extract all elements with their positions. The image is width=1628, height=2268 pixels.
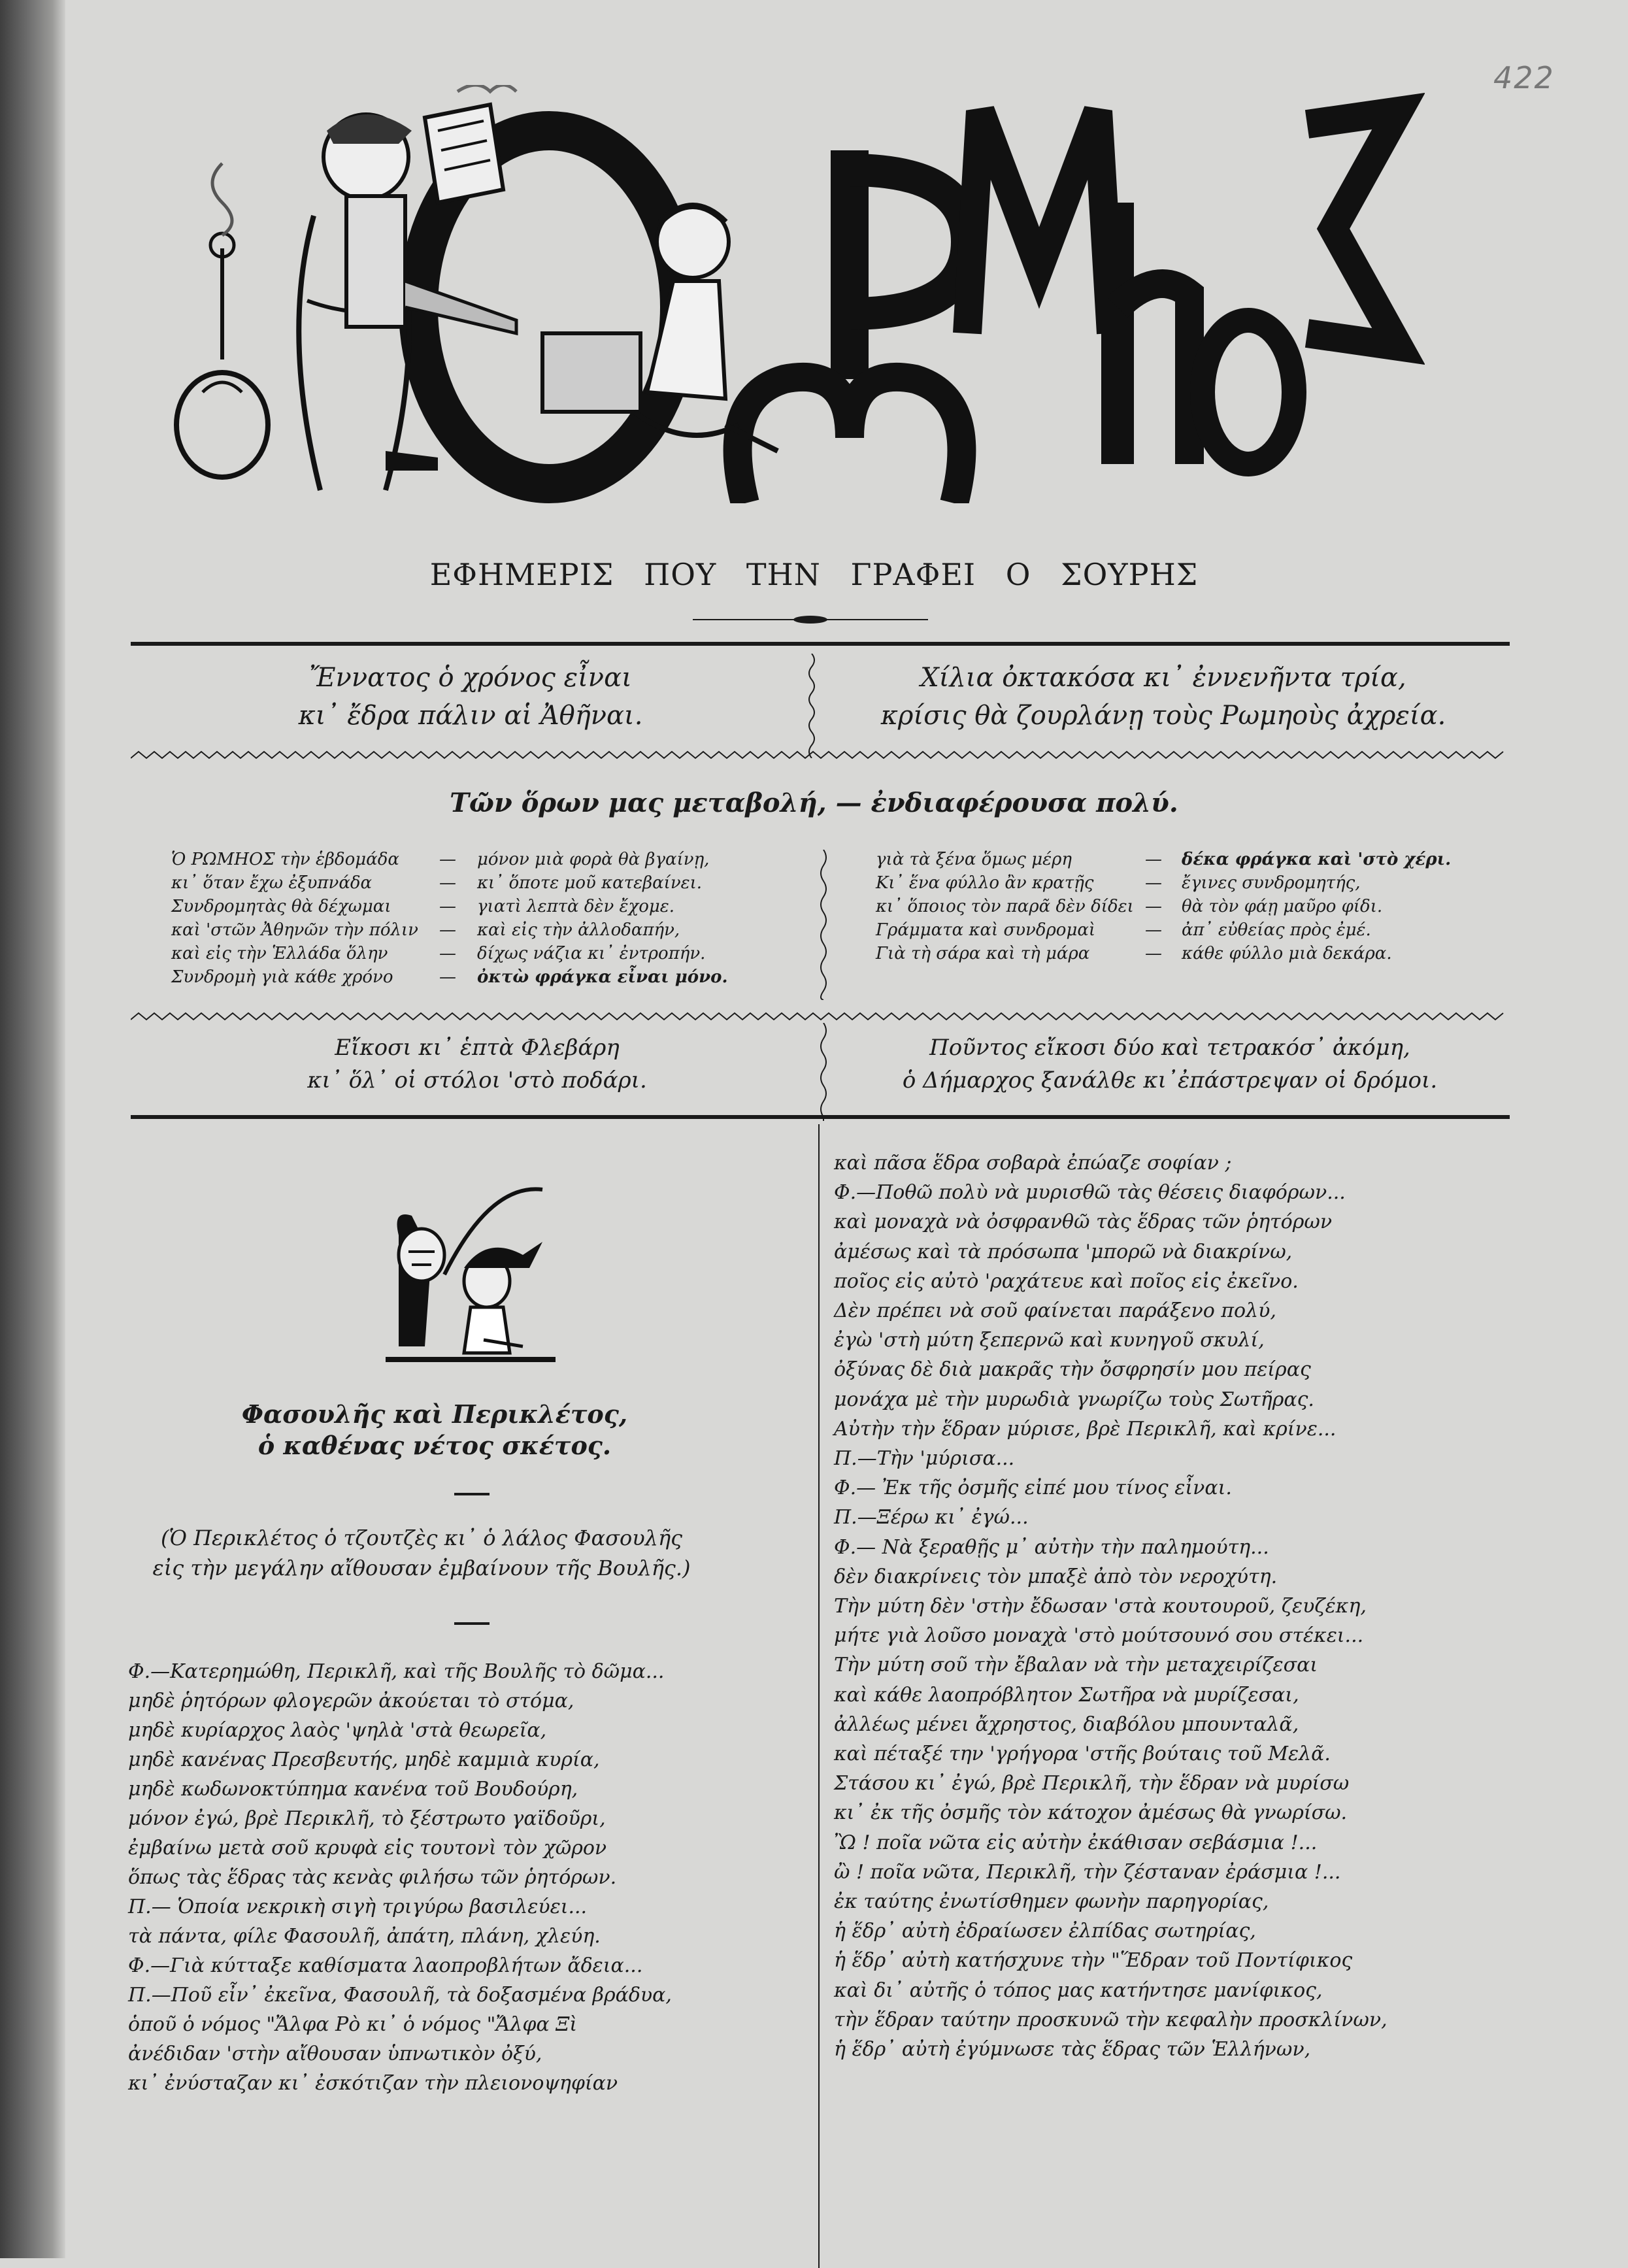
article-title-line: Φασουλῆς καὶ Περικλέτος, bbox=[241, 1399, 628, 1429]
article-title-line: ὁ καθένας νέτος σκέτος. bbox=[257, 1431, 612, 1460]
verse-line: ἡ ἕδρ᾽ αὐτὴ κατήσχυνε τὴν "Ἕδραν τοῦ Ποντίφικος bbox=[834, 1949, 1353, 1973]
terms-row-left-text: Γράμματα καὶ συνδρομαὶ bbox=[876, 920, 1096, 940]
intro-line: εἰς τὴν μεγάλην αἴθουσαν ἐμβαίνουν τῆς Βουλῆς.) bbox=[152, 1556, 691, 1580]
verse-line: ἀμέσως καὶ τὰ πρόσωπα 'μπορῶ νὰ διακρίνω, bbox=[834, 1240, 1293, 1263]
terms-row-right-text: μόνον μιὰ φορὰ θὰ βγαίνῃ, bbox=[477, 850, 710, 869]
verse-line: μηδὲ ῥητόρων φλογερῶν ἀκούεται τὸ στόμα, bbox=[128, 1690, 574, 1712]
article-intro bbox=[127, 1523, 716, 1583]
verse-line: Αὐτὴν τὴν ἕδραν μύρισε, βρὲ Περικλῆ, καὶ κρίνε... bbox=[834, 1417, 1337, 1441]
verse-line: Φ.— Ἐκ τῆς ὀσμῆς εἰπέ μου τίνος εἶναι. bbox=[834, 1476, 1232, 1500]
terms-row-left-text: Γιὰ τὴ σάρα καὶ τὴ μάρα bbox=[876, 944, 1090, 963]
verse-line: Π.— Ὁποία νεκρικὴ σιγὴ τριγύρω βασιλεύει... bbox=[128, 1895, 588, 1918]
verse-line: μόνον ἐγώ, βρὲ Περικλῆ, τὸ ξέστρωτο γαϊδοῦρι, bbox=[128, 1807, 606, 1830]
zigzag-rule bbox=[131, 750, 1510, 759]
terms-row-left-text: καὶ 'στῶν Ἀθηνῶν τὴν πόλιν bbox=[171, 920, 418, 940]
verse-line: Τὴν μύτη δὲν 'στὴν ἔδωσαν 'στὰ κουτουροῦ, ζευζέκη, bbox=[834, 1595, 1367, 1618]
terms-row-dash: — bbox=[439, 873, 456, 893]
terms-row-dash: — bbox=[439, 920, 456, 940]
couplet-line: Χίλια ὀκτακόσα κι᾽ ἐννενῆντα τρία, bbox=[920, 663, 1406, 693]
verse-line: καὶ δι᾽ αὐτῆς ὁ τόπος μας κατήντησε μανίφικος, bbox=[834, 1978, 1323, 2002]
verse-line: τὴν ἕδραν ταύτην προσκυνῶ τὴν κεφαλὴν προσκλίνων, bbox=[834, 2008, 1387, 2031]
verse-line: ὁποῦ ὁ νόμος "Ἄλφα Ρὸ κι᾽ ὁ νόμος "Ἄλφα Ξὶ bbox=[128, 2013, 578, 2036]
couplet-line: κρίσις θὰ ζουρλάνῃ τοὺς Ρωμηοὺς ἀχρεία. bbox=[880, 701, 1446, 731]
terms-row-dash: — bbox=[439, 850, 456, 869]
couplet-line: Ἔννατος ὁ χρόνος εἶναι bbox=[309, 663, 632, 693]
verse-line: καὶ πᾶσα ἕδρα σοβαρὰ ἐπώαζε σοφίαν ; bbox=[834, 1152, 1232, 1175]
intro-line: (Ὁ Περικλέτος ὁ τζουτζὲς κι᾽ ὁ λάλος Φασουλῆς bbox=[160, 1526, 683, 1550]
terms-row-right-text: ἀπ᾽ εὐθείας πρὸς ἐμέ. bbox=[1182, 920, 1371, 940]
fleuron-ornament bbox=[680, 613, 941, 626]
verse-line: μήτε γιὰ λοῦσο μοναχὰ 'στὸ μούτσουνό σου στέκει... bbox=[834, 1624, 1364, 1648]
rule-article-top bbox=[131, 1115, 1510, 1119]
terms-row-right-text: δίχως νάζια κι᾽ ἐντροπήν. bbox=[477, 944, 706, 963]
verse-line: Φ.—Γιὰ κύτταξε καθίσματα λαοπροβλήτων ἄδεια... bbox=[128, 1954, 643, 1977]
verse-line: ἀνέδιδαν 'στὴν αἴθουσαν ὑπνωτικὸν ὀξύ, bbox=[128, 2043, 542, 2065]
verse-line: δὲν διακρίνεις τὸν μπαξὲ ἀπὸ τὸν νεροχύτη. bbox=[834, 1565, 1278, 1588]
terms-heading: Τῶν ὅρων μας μεταβολή, — ἐνδιαφέρουσα πολύ. bbox=[450, 788, 1178, 818]
terms-row-left-text: Συνδρομητὰς θὰ δέχωμαι bbox=[171, 897, 391, 916]
couplet-line: κι᾽ ὅλ᾽ οἱ στόλοι 'στὸ ποδάρι. bbox=[307, 1067, 647, 1093]
verse-line: ἡ ἕδρ᾽ αὐτὴ ἐδραίωσεν ἐλπίδας σωτηρίας, bbox=[834, 1920, 1256, 1943]
terms-row-right-text: θὰ τὸν φάῃ μαῦρο φίδι. bbox=[1182, 897, 1383, 916]
verse-line: Π.—Ξέρω κι᾽ ἐγώ... bbox=[834, 1506, 1029, 1529]
terms-row-dash: — bbox=[1145, 873, 1162, 893]
separator-dash bbox=[454, 1493, 490, 1495]
verse-line: κι᾽ ἐκ τῆς ὀσμῆς τὸν κάτοχον ἀμέσως θὰ γνωρίσω. bbox=[834, 1801, 1348, 1825]
article-title bbox=[150, 1399, 719, 1461]
couplet-left bbox=[144, 659, 797, 735]
page-number: 422 bbox=[1493, 60, 1555, 95]
terms-row-left-text: Συνδρομὴ γιὰ κάθε χρόνο bbox=[171, 967, 393, 987]
verse-line: Π.—Ποῦ εἶν᾽ ἐκεῖνα, Φασουλῆ, τὰ δοξασμένα βράδυα, bbox=[128, 1984, 672, 2007]
terms-row-left-text: κι᾽ ὅταν ἔχω ἐξυπνάδα bbox=[171, 873, 373, 893]
rule-top bbox=[131, 642, 1510, 646]
terms-row-left-text: Κι᾽ ἕνα φύλλο ἂν κρατῇς bbox=[876, 873, 1094, 893]
terms-row-left-text: κι᾽ ὅποιος τὸν παρᾶ δὲν δίδει bbox=[876, 897, 1134, 916]
terms-row-right-text: κάθε φύλλο μιὰ δεκάρα. bbox=[1182, 944, 1392, 963]
verse-line: τὰ πάντα, φίλε Φασουλῆ, ἀπάτη, πλάνη, χλεύη. bbox=[128, 1925, 601, 1948]
verse-line: μηδὲ κυρίαρχος λαὸς 'ψηλὰ 'στὰ θεωρεῖα, bbox=[128, 1719, 547, 1742]
verse-line: ἐγὼ 'στὴ μύτη ξεπερνῶ καὶ κυνηγοῦ σκυλί, bbox=[834, 1329, 1265, 1352]
verse-line: καὶ πέταξέ την 'γρήγορα 'στῆς βούταις τοῦ Μελᾶ. bbox=[834, 1743, 1331, 1765]
verse-line: καὶ κάθε λαοπρόβλητον Σωτῆρα νὰ μυρίζεσαι, bbox=[834, 1683, 1299, 1707]
couplet-line: Εἴκοσι κι᾽ ἑπτὰ Φλεβάρη bbox=[335, 1035, 620, 1061]
terms-row-right-text: ἔγινες συνδρομητής, bbox=[1182, 873, 1361, 893]
verse-line: μηδὲ κωδωνοκτύπημα κανένα τοῦ Βουδούρη, bbox=[128, 1778, 578, 1801]
verse-line: Δὲν πρέπει νὰ σοῦ φαίνεται παράξενο πολύ, bbox=[834, 1299, 1276, 1322]
verse-line: ὢ ! ποῖα νῶτα, Περικλῆ, τὴν ζέσταναν ἐράσμια !... bbox=[834, 1860, 1341, 1884]
date-couplet-left bbox=[131, 1031, 823, 1097]
couplet-line: κι᾽ ἔδρα πάλιν αἱ Ἀθῆναι. bbox=[298, 701, 643, 731]
verse-line: ἐκ ταύτης ἐνωτίσθημεν φωνὴν παρηγορίας, bbox=[834, 1890, 1269, 1913]
verse-line: ὀξύνας δὲ διὰ μακρᾶς τὴν ὄσφρησίν μου πείρας bbox=[834, 1358, 1311, 1382]
terms-row-left-text: Ὁ ΡΩΜΗΟΣ τὴν ἑβδομάδα bbox=[171, 850, 399, 869]
verse-line: ὅπως τὰς ἕδρας τὰς κενὰς φιλήσω τῶν ῥητόρων. bbox=[128, 1866, 617, 1889]
terms-row-dash: — bbox=[439, 944, 456, 963]
terms-row-right-text: δέκα φράγκα καὶ 'στὸ χέρι. bbox=[1182, 850, 1452, 869]
terms-row-right-text: ὀκτὼ φράγκα εἶναι μόνο. bbox=[477, 967, 728, 987]
verse-line: μηδὲ κανένας Πρεσβευτής, μηδὲ καμμιὰ κυρία, bbox=[128, 1748, 600, 1771]
terms-row-dash: — bbox=[1145, 850, 1162, 869]
terms-row-right-text: κι᾽ ὅποτε μοῦ κατεβαίνει. bbox=[477, 873, 703, 893]
verse-line: Στάσου κι᾽ ἐγώ, βρὲ Περικλῆ, τὴν ἕδραν νὰ μυρίσω bbox=[834, 1772, 1350, 1795]
verse-line: κι᾽ ἐνύσταζαν κι᾽ ἐσκότιζαν τὴν πλειονοψηφίαν bbox=[128, 2072, 618, 2095]
terms-row-left-text: γιὰ τὰ ξένα ὅμως μέρη bbox=[876, 850, 1072, 869]
masthead-subtitle: ΕΦΗΜΕΡΙΣ ΠΟΥ ΤΗΝ ΓΡΑΦΕΙ Ο ΣΟΥΡΗΣ bbox=[429, 557, 1199, 592]
verse-line: Φ.— Νὰ ξεραθῇς μ᾽ αὐτὴν τὴν παλημούτη... bbox=[834, 1535, 1269, 1559]
verse-line: Π.—Τὴν 'μύρισα... bbox=[834, 1447, 1015, 1470]
verse-line: ἡ ἕδρ᾽ αὐτὴ ἐγύμνωσε τὰς ἕδρας τῶν Ἑλλήνων, bbox=[834, 2038, 1311, 2061]
couplet-line: Ποῦντος εἴκοσι δύο καὶ τετρακόσ᾽ ἀκόμη, bbox=[929, 1035, 1410, 1061]
column-divider bbox=[818, 1124, 820, 2268]
verse-line: καὶ μοναχὰ νὰ ὀσφρανθῶ τὰς ἕδρας τῶν ῥητόρων bbox=[834, 1210, 1333, 1234]
separator-dash bbox=[454, 1622, 490, 1625]
page-binding-shadow bbox=[0, 0, 65, 2258]
terms-row-dash: — bbox=[1145, 920, 1162, 940]
terms-row-dash: — bbox=[439, 967, 456, 987]
couplet-right bbox=[817, 659, 1510, 735]
terms-row-dash: — bbox=[1145, 897, 1162, 916]
verse-line: Φ.—Ποθῶ πολὺ νὰ μυρισθῶ τὰς θέσεις διαφόρων... bbox=[834, 1181, 1346, 1205]
wavy-divider bbox=[817, 850, 830, 1000]
article-cartoon-illustration bbox=[373, 1183, 569, 1366]
verse-line: Ὢ ! ποῖα νῶτα εἰς αὐτὴν ἐκάθισαν σεβάσμια !... bbox=[834, 1831, 1318, 1854]
verse-line: μονάχα μὲ τὴν μυρωδιὰ γνωρίζω τοὺς Σωτῆρας. bbox=[834, 1388, 1314, 1411]
zigzag-rule bbox=[131, 1012, 1510, 1021]
wavy-divider bbox=[805, 654, 818, 758]
verse-line: ἐμβαίνω μετὰ σοῦ κρυφὰ εἰς τουτονὶ τὸν χῶρον bbox=[128, 1837, 607, 1859]
terms-row-left-text: καὶ εἰς τὴν Ἑλλάδα ὅλην bbox=[171, 944, 388, 963]
terms-row-right-text: γιατὶ λεπτὰ δὲν ἔχομε. bbox=[477, 897, 675, 916]
couplet-line: ὁ Δήμαρχος ξανάλθε κι᾽ἐπάστρεψαν οἱ δρόμοι. bbox=[902, 1067, 1438, 1093]
verse-line: Φ.—Κατερημώθη, Περικλῆ, καὶ τῆς Βουλῆς τὸ δῶμα... bbox=[128, 1660, 665, 1683]
date-couplet-right bbox=[830, 1031, 1510, 1097]
verse-line: ἀλλέως μένει ἄχρηστος, διαβόλου μπουνταλᾶ, bbox=[834, 1712, 1299, 1736]
terms-row-dash: — bbox=[439, 897, 456, 916]
masthead-cartoon-illustration bbox=[150, 85, 830, 510]
terms-row-dash: — bbox=[1145, 944, 1162, 963]
wavy-divider bbox=[817, 1023, 830, 1121]
terms-row-right-text: καὶ εἰς τὴν ἀλλοδαπήν, bbox=[477, 920, 680, 940]
verse-line: ποῖος εἰς αὐτὸ 'ραχάτευε καὶ ποῖος εἰς ἐκεῖνο. bbox=[834, 1269, 1299, 1293]
verse-line: Τὴν μύτη σοῦ τὴν ἔβαλαν νὰ τὴν μεταχειρίζεσαι bbox=[834, 1654, 1318, 1677]
